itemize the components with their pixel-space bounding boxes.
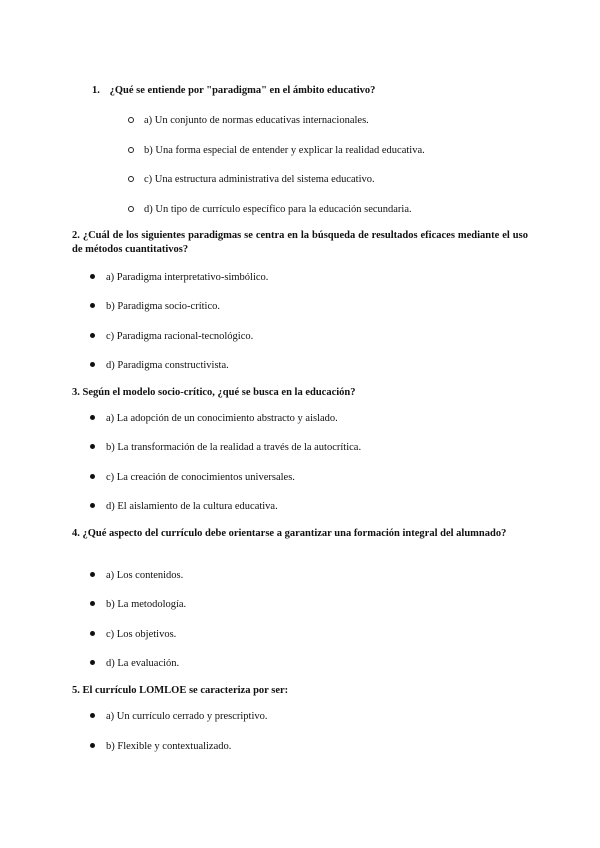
question-1-text: ¿Qué se entiende por "paradigma" en el ámbito educativo? (109, 85, 376, 96)
question-5-option-b: b) Flexible y contextualizado. (90, 740, 231, 754)
question-1-option-d: d) Un tipo de currículo específico para la educación secundaria. (128, 203, 412, 217)
question-3-option-c: c) La creación de conocimientos universales. (90, 471, 295, 485)
hollow-bullet-icon (128, 173, 144, 187)
question-2-option-b: b) Paradigma socio-crítico. (90, 300, 220, 314)
filled-bullet-icon (90, 412, 106, 426)
question-3-option-a: a) La adopción de un conocimiento abstracto y aislado. (90, 412, 338, 426)
question-5-title: 5. El currículo LOMLOE se caracteriza por ser: (72, 685, 289, 696)
filled-bullet-icon (90, 740, 106, 754)
hollow-bullet-icon (128, 114, 144, 128)
filled-bullet-icon (90, 271, 106, 285)
question-1-option-a: a) Un conjunto de normas educativas internacionales. (128, 114, 369, 128)
question-4-option-a: a) Los contenidos. (90, 569, 183, 583)
question-1-title (92, 84, 375, 98)
question-4-option-b: b) La metodología. (90, 598, 186, 612)
hollow-bullet-icon (128, 203, 144, 217)
filled-bullet-icon (90, 710, 106, 724)
filled-bullet-icon (90, 471, 106, 485)
question-2-option-c: c) Paradigma racional-tecnológico. (90, 330, 253, 344)
question-1-option-c: c) Una estructura administrativa del sistema educativo. (128, 173, 375, 187)
filled-bullet-icon (90, 330, 106, 344)
question-2-option-d: d) Paradigma constructivista. (90, 359, 229, 373)
question-1-number: 1. (92, 85, 100, 96)
hollow-bullet-icon (128, 144, 144, 158)
filled-bullet-icon (90, 598, 106, 612)
question-4-option-d: d) La evaluación. (90, 657, 179, 671)
filled-bullet-icon (90, 628, 106, 642)
question-3-option-b: b) La transformación de la realidad a través de la autocrítica. (90, 441, 361, 455)
filled-bullet-icon (90, 300, 106, 314)
question-3-title: 3. Según el modelo socio-crítico, ¿qué se busca en la educación? (72, 387, 356, 398)
question-2-title: 2. ¿Cuál de los siguientes paradigmas se centra en la búsqueda de resultados eficaces mediante el uso de métodos cuantitativos? (72, 230, 528, 255)
filled-bullet-icon (90, 441, 106, 455)
filled-bullet-icon (90, 359, 106, 373)
question-4-title: 4. ¿Qué aspecto del currículo debe orientarse a garantizar una formación integral del alumnado? (72, 528, 507, 539)
question-4-option-c: c) Los objetivos. (90, 628, 176, 642)
question-3-option-d: d) El aislamiento de la cultura educativa. (90, 500, 278, 514)
filled-bullet-icon (90, 657, 106, 671)
question-2-option-a: a) Paradigma interpretativo-simbólico. (90, 271, 268, 285)
question-1-option-b: b) Una forma especial de entender y explicar la realidad educativa. (128, 144, 425, 158)
question-5-option-a: a) Un currículo cerrado y prescriptivo. (90, 710, 268, 724)
filled-bullet-icon (90, 500, 106, 514)
filled-bullet-icon (90, 569, 106, 583)
